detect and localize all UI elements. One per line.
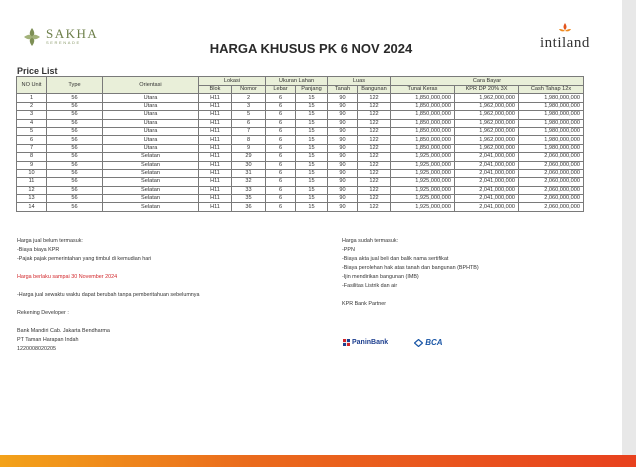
table-cell: 6 bbox=[266, 111, 296, 119]
table-cell: 15 bbox=[296, 178, 328, 186]
table-cell: 32 bbox=[232, 178, 266, 186]
table-cell: 1,980,000,000 bbox=[519, 102, 584, 110]
intiland-logo bbox=[540, 22, 590, 50]
table-cell: 122 bbox=[358, 119, 391, 127]
table-cell: 12 bbox=[17, 186, 47, 194]
price-table-body bbox=[17, 94, 584, 211]
table-cell: 2,060,000,000 bbox=[519, 153, 584, 161]
table-cell: 2 bbox=[17, 102, 47, 110]
table-cell: 1,850,000,000 bbox=[391, 94, 455, 102]
table-cell: 6 bbox=[266, 203, 296, 211]
table-row bbox=[17, 203, 584, 211]
header-bangunan: Bangunan bbox=[358, 86, 391, 94]
table-cell: 1,925,000,000 bbox=[391, 153, 455, 161]
table-cell: 122 bbox=[358, 94, 391, 102]
panin-bank-logo bbox=[343, 339, 388, 346]
table-cell: 56 bbox=[47, 186, 103, 194]
table-cell: Utara bbox=[103, 94, 199, 102]
table-cell: 2,060,000,000 bbox=[519, 203, 584, 211]
table-cell: 90 bbox=[328, 195, 358, 203]
table-cell: 90 bbox=[328, 127, 358, 135]
table-cell: 122 bbox=[358, 195, 391, 203]
table-cell: H11 bbox=[199, 153, 232, 161]
table-cell: 6 bbox=[266, 161, 296, 169]
table-cell: 56 bbox=[47, 203, 103, 211]
header-nomor: Nomor bbox=[232, 86, 266, 94]
table-cell: 15 bbox=[296, 127, 328, 135]
table-cell: 122 bbox=[358, 144, 391, 152]
included-heading: Harga sudah termasuk: bbox=[342, 238, 399, 244]
table-cell: 1,980,000,000 bbox=[519, 144, 584, 152]
table-cell: 56 bbox=[47, 144, 103, 152]
table-cell: 1,850,000,000 bbox=[391, 119, 455, 127]
table-cell: 6 bbox=[266, 127, 296, 135]
table-cell: 1,980,000,000 bbox=[519, 136, 584, 144]
table-cell: 1 bbox=[17, 94, 47, 102]
table-cell: 15 bbox=[296, 119, 328, 127]
table-cell: Selatan bbox=[103, 153, 199, 161]
header-cara-bayar: Cara Bayar bbox=[391, 77, 584, 86]
bottom-color-band bbox=[0, 455, 636, 467]
header-blok: Blok bbox=[199, 86, 232, 94]
table-cell: 6 bbox=[266, 178, 296, 186]
table-cell: Selatan bbox=[103, 178, 199, 186]
table-cell: 56 bbox=[47, 178, 103, 186]
table-cell: 14 bbox=[17, 203, 47, 211]
header-tanah: Tanah bbox=[328, 86, 358, 94]
table-cell: 90 bbox=[328, 161, 358, 169]
intiland-mark-icon bbox=[557, 22, 573, 36]
table-cell: 90 bbox=[328, 186, 358, 194]
right-margin-strip bbox=[622, 0, 636, 467]
table-cell: 1,925,000,000 bbox=[391, 195, 455, 203]
table-row bbox=[17, 178, 584, 186]
bank-name: Bank Mandiri Cab. Jakarta Bendharma bbox=[17, 328, 110, 334]
logo-name: SAKHA bbox=[46, 26, 99, 41]
table-cell: 1,980,000,000 bbox=[519, 127, 584, 135]
table-cell: 1,962,000,000 bbox=[455, 127, 519, 135]
header-kpr: KPR DP 20% 3X bbox=[455, 86, 519, 94]
table-cell: 2,060,000,000 bbox=[519, 161, 584, 169]
table-cell: 6 bbox=[266, 153, 296, 161]
table-cell: 1,925,000,000 bbox=[391, 186, 455, 194]
table-cell: H11 bbox=[199, 195, 232, 203]
table-cell: 122 bbox=[358, 127, 391, 135]
table-cell: 7 bbox=[232, 127, 266, 135]
table-cell: 1,850,000,000 bbox=[391, 102, 455, 110]
excluded-item: -Biaya biaya KPR bbox=[17, 247, 60, 253]
table-cell: 1,925,000,000 bbox=[391, 161, 455, 169]
table-cell: H11 bbox=[199, 178, 232, 186]
bca-logo bbox=[414, 338, 442, 347]
table-cell: 90 bbox=[328, 111, 358, 119]
excluded-item: -Pajak pajak pemerintahan yang timbul di kemudian hari bbox=[17, 256, 152, 262]
notes-right bbox=[342, 237, 602, 309]
notes-left bbox=[17, 237, 307, 354]
table-cell: 2,041,000,000 bbox=[455, 186, 519, 194]
table-cell: 90 bbox=[328, 119, 358, 127]
table-cell: 6 bbox=[17, 136, 47, 144]
table-cell: 56 bbox=[47, 195, 103, 203]
table-row bbox=[17, 94, 584, 102]
table-cell: 11 bbox=[17, 178, 47, 186]
table-cell: H11 bbox=[199, 169, 232, 177]
table-cell: 1,962,000,000 bbox=[455, 111, 519, 119]
table-cell: Utara bbox=[103, 119, 199, 127]
included-item: -Ijin mendirikan bangunan (IMB) bbox=[342, 274, 419, 280]
table-cell: 56 bbox=[47, 94, 103, 102]
table-cell: 1,850,000,000 bbox=[391, 136, 455, 144]
table-cell: 1,850,000,000 bbox=[391, 111, 455, 119]
table-cell: 8 bbox=[232, 136, 266, 144]
included-item: -Fasilitas Listrik dan air bbox=[342, 283, 398, 289]
included-item: -Biaya perolehan hak atas tanah dan bangunan (BPHTB) bbox=[342, 265, 479, 271]
table-cell: 2,060,000,000 bbox=[519, 178, 584, 186]
table-cell: 31 bbox=[232, 169, 266, 177]
table-cell: 4 bbox=[17, 119, 47, 127]
table-cell: 1,850,000,000 bbox=[391, 127, 455, 135]
table-cell: Utara bbox=[103, 144, 199, 152]
table-cell: 122 bbox=[358, 203, 391, 211]
table-cell: 1,980,000,000 bbox=[519, 111, 584, 119]
table-cell: Utara bbox=[103, 136, 199, 144]
included-item: -PPN bbox=[342, 247, 355, 253]
table-cell: 6 bbox=[266, 94, 296, 102]
table-cell: 36 bbox=[232, 203, 266, 211]
table-cell: Utara bbox=[103, 102, 199, 110]
table-cell: 1,962,000,000 bbox=[455, 144, 519, 152]
header-cash-tahap: Cash Tahap 12x bbox=[519, 86, 584, 94]
table-cell: Utara bbox=[103, 127, 199, 135]
table-cell: 56 bbox=[47, 102, 103, 110]
table-cell: 15 bbox=[296, 94, 328, 102]
table-cell: 33 bbox=[232, 186, 266, 194]
page-title: HARGA KHUSUS PK 6 NOV 2024 bbox=[209, 41, 413, 56]
header-type: Type bbox=[47, 77, 103, 94]
table-cell: 56 bbox=[47, 136, 103, 144]
header-no-unit: NO Unit bbox=[17, 77, 47, 94]
table-cell: 90 bbox=[328, 136, 358, 144]
table-row bbox=[17, 169, 584, 177]
table-cell: 1,962,000,000 bbox=[455, 94, 519, 102]
table-cell: 10 bbox=[17, 169, 47, 177]
table-cell: 15 bbox=[296, 195, 328, 203]
table-cell: 2,041,000,000 bbox=[455, 153, 519, 161]
panin-icon bbox=[343, 339, 350, 346]
kpr-partner-heading: KPR Bank Partner bbox=[342, 301, 387, 307]
table-cell: 56 bbox=[47, 153, 103, 161]
table-cell: 6 bbox=[266, 136, 296, 144]
excluded-heading: Harga jual belum termasuk: bbox=[17, 238, 83, 244]
table-cell: 15 bbox=[296, 111, 328, 119]
table-cell: 2,041,000,000 bbox=[455, 178, 519, 186]
table-cell: H11 bbox=[199, 186, 232, 194]
bca-icon bbox=[414, 339, 423, 347]
table-cell: 2 bbox=[232, 94, 266, 102]
table-cell: H11 bbox=[199, 136, 232, 144]
table-cell: 1,980,000,000 bbox=[519, 119, 584, 127]
table-cell: 56 bbox=[47, 111, 103, 119]
panin-bank-label: PaninBank bbox=[352, 339, 389, 346]
table-cell: H11 bbox=[199, 161, 232, 169]
table-cell: 15 bbox=[296, 161, 328, 169]
table-row bbox=[17, 161, 584, 169]
table-row bbox=[17, 195, 584, 203]
table-cell: Selatan bbox=[103, 161, 199, 169]
table-cell: 15 bbox=[296, 102, 328, 110]
table-cell: 6 bbox=[266, 144, 296, 152]
table-cell: H11 bbox=[199, 94, 232, 102]
table-row bbox=[17, 102, 584, 110]
table-cell: 5 bbox=[232, 111, 266, 119]
rekening-heading: Rekening Developer : bbox=[17, 310, 69, 316]
table-cell: 122 bbox=[358, 102, 391, 110]
table-cell: 6 bbox=[266, 169, 296, 177]
table-cell: 3 bbox=[17, 111, 47, 119]
table-cell: 8 bbox=[17, 153, 47, 161]
table-cell: 90 bbox=[328, 94, 358, 102]
header-orientasi: Orientasi bbox=[103, 77, 199, 94]
table-cell: 56 bbox=[47, 161, 103, 169]
table-row bbox=[17, 127, 584, 135]
table-cell: 90 bbox=[328, 178, 358, 186]
table-cell: H11 bbox=[199, 203, 232, 211]
table-cell: 6 bbox=[232, 119, 266, 127]
bank-partner-logos bbox=[343, 338, 443, 347]
table-cell: 90 bbox=[328, 144, 358, 152]
table-cell: 35 bbox=[232, 195, 266, 203]
table-cell: 1,962,000,000 bbox=[455, 119, 519, 127]
table-row bbox=[17, 186, 584, 194]
table-cell: 122 bbox=[358, 169, 391, 177]
table-cell: 6 bbox=[266, 186, 296, 194]
account-name: PT Taman Harapan Indah bbox=[17, 337, 79, 343]
table-cell: 15 bbox=[296, 144, 328, 152]
table-cell: 6 bbox=[266, 195, 296, 203]
table-cell: 15 bbox=[296, 186, 328, 194]
table-cell: 2,041,000,000 bbox=[455, 161, 519, 169]
table-row bbox=[17, 136, 584, 144]
table-cell: 1,925,000,000 bbox=[391, 178, 455, 186]
table-cell: Selatan bbox=[103, 186, 199, 194]
header-lokasi: Lokasi bbox=[199, 77, 266, 86]
header-tunai-keras: Tunai Keras bbox=[391, 86, 455, 94]
table-cell: 15 bbox=[296, 169, 328, 177]
table-cell: 90 bbox=[328, 153, 358, 161]
table-cell: 6 bbox=[266, 119, 296, 127]
price-change-note: -Harga jual sewaktu waktu dapat berubah tanpa pemberitahuan sebelumnya bbox=[17, 292, 200, 298]
table-cell: 1,962,000,000 bbox=[455, 102, 519, 110]
table-cell: 2,060,000,000 bbox=[519, 169, 584, 177]
table-cell: 90 bbox=[328, 203, 358, 211]
table-cell: 122 bbox=[358, 111, 391, 119]
bca-label: BCA bbox=[425, 338, 443, 347]
table-cell: 122 bbox=[358, 136, 391, 144]
table-cell: 15 bbox=[296, 203, 328, 211]
table-cell: 2,060,000,000 bbox=[519, 186, 584, 194]
validity-note: Harga berlaku sampai 30 November 2024 bbox=[17, 274, 118, 280]
table-cell: 30 bbox=[232, 161, 266, 169]
header-luas: Luas bbox=[328, 77, 391, 86]
table-cell: 1,962,000,000 bbox=[455, 136, 519, 144]
table-cell: H11 bbox=[199, 119, 232, 127]
table-cell: Selatan bbox=[103, 169, 199, 177]
table-cell: 2,041,000,000 bbox=[455, 169, 519, 177]
table-row bbox=[17, 144, 584, 152]
included-item: -Biaya akta jual beli dan balik nama sertifikat bbox=[342, 256, 449, 262]
table-row bbox=[17, 119, 584, 127]
table-cell: Selatan bbox=[103, 195, 199, 203]
table-cell: 1,850,000,000 bbox=[391, 144, 455, 152]
intiland-wordmark: intiland bbox=[540, 35, 590, 51]
table-cell: 2,060,000,000 bbox=[519, 195, 584, 203]
price-list-label: Price List bbox=[17, 66, 58, 76]
table-cell: 7 bbox=[17, 144, 47, 152]
table-cell: 56 bbox=[47, 127, 103, 135]
table-cell: 3 bbox=[232, 102, 266, 110]
table-cell: 1,925,000,000 bbox=[391, 203, 455, 211]
table-cell: 5 bbox=[17, 127, 47, 135]
table-cell: 2,041,000,000 bbox=[455, 195, 519, 203]
table-cell: 9 bbox=[232, 144, 266, 152]
header-ukuran-lahan: Ukuran Lahan bbox=[266, 77, 328, 86]
header-panjang: Panjang bbox=[296, 86, 328, 94]
table-cell: 6 bbox=[266, 102, 296, 110]
table-cell: 15 bbox=[296, 153, 328, 161]
table-cell: 29 bbox=[232, 153, 266, 161]
table-cell: 13 bbox=[17, 195, 47, 203]
table-cell: 122 bbox=[358, 153, 391, 161]
table-cell: 1,980,000,000 bbox=[519, 94, 584, 102]
table-cell: Selatan bbox=[103, 203, 199, 211]
header-lebar: Lebar bbox=[266, 86, 296, 94]
table-cell: 1,925,000,000 bbox=[391, 169, 455, 177]
logo-subtitle: SERENADE bbox=[46, 40, 81, 45]
table-cell: 122 bbox=[358, 161, 391, 169]
table-cell: 90 bbox=[328, 102, 358, 110]
table-cell: 15 bbox=[296, 136, 328, 144]
price-table bbox=[16, 76, 584, 212]
table-cell: H11 bbox=[199, 111, 232, 119]
table-cell: 56 bbox=[47, 119, 103, 127]
table-cell: 90 bbox=[328, 169, 358, 177]
table-cell: H11 bbox=[199, 144, 232, 152]
table-row bbox=[17, 153, 584, 161]
table-cell: 122 bbox=[358, 178, 391, 186]
table-row bbox=[17, 111, 584, 119]
table-cell: H11 bbox=[199, 127, 232, 135]
table-cell: H11 bbox=[199, 102, 232, 110]
table-cell: 9 bbox=[17, 161, 47, 169]
table-cell: 2,041,000,000 bbox=[455, 203, 519, 211]
table-cell: 122 bbox=[358, 186, 391, 194]
table-cell: Utara bbox=[103, 111, 199, 119]
account-number: 1220008020205 bbox=[17, 346, 56, 352]
table-cell: 56 bbox=[47, 169, 103, 177]
